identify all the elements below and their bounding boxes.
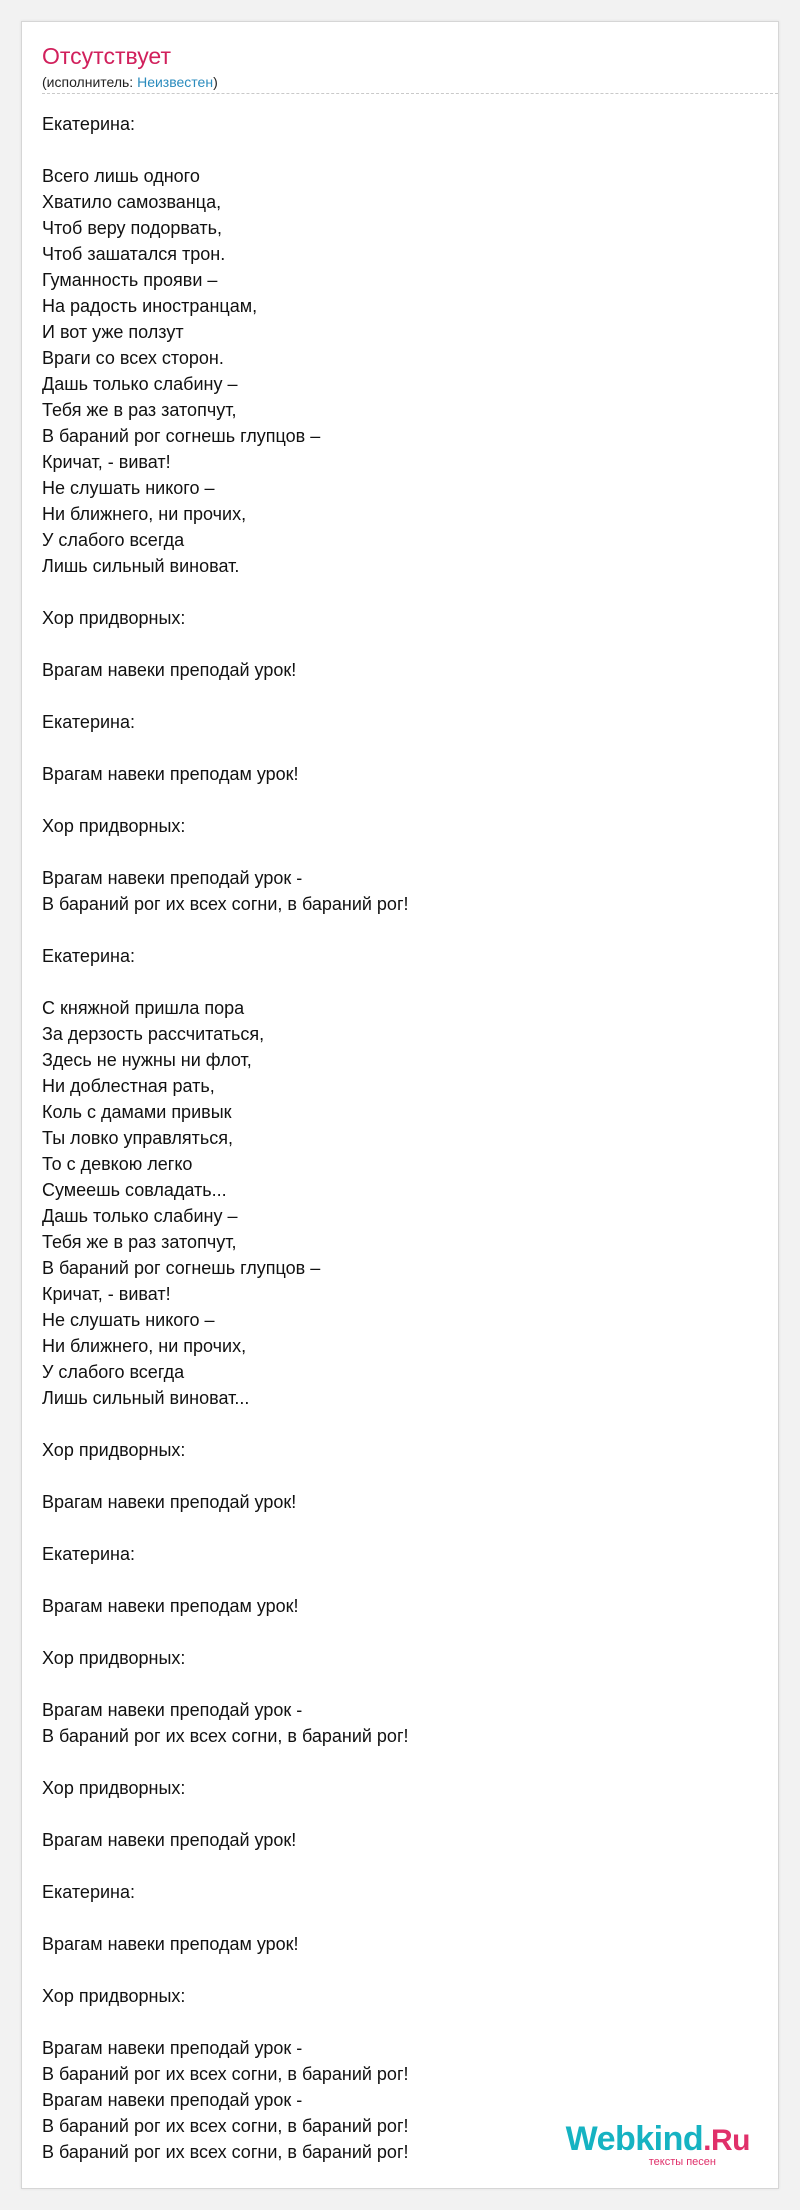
artist-suffix: ): [213, 74, 218, 90]
song-title: Отсутствует: [42, 43, 171, 69]
lyrics-card: [21, 21, 779, 2189]
artist-prefix: (исполнитель:: [42, 74, 138, 90]
logo-web: Web: [565, 2120, 636, 2158]
logo-kind: kind: [635, 2120, 704, 2158]
lyrics-text: Екатерина: Всего лишь одного Хватило самозванца, Чтоб веру подорвать, Чтоб зашатался трон. Гуманность прояви – На радость иностранцам, И вот уже ползут Враги со всех сторон. Дашь только слабину – Тебя же в раз затопчут, В бараний рог согнешь глупцов – Кричат, - виват! Не слушать никого – Ни ближнего, ни прочих, У слабого всегда Лишь сильный виноват. Хор придворных: Врагам навеки преподай урок! Екатерина: Врагам навеки преподам урок! Хор придворных: Врагам навеки преподай урок - В бараний рог их всех согни, в бараний рог! Екатерина: С княжной пришла пора За дерзость рассчитаться, Здесь не нужны ни флот, Ни доблестная рать, Коль с дамами привык Ты ловко управляться, То с девкою легко Сумеешь совладать... Дашь только слабину – Тебя же в раз затопчут, В бараний рог согнешь глупцов – Кричат, - виват! Не слушать никого – Ни ближнего, ни прочих, У слабого всегда Лишь сильный виноват... Хор придворных: Врагам навеки преподай урок! Екатерина: Врагам навеки преподам урок! Хор придворных: Врагам навеки преподай урок - В бараний рог их всех согни, в бараний рог! Хор придворных: Врагам навеки преподай урок! Екатерина: Врагам навеки преподам урок! Хор придворных: Врагам навеки преподай урок - В бараний рог их всех согни, в бараний рог! Врагам навеки преподай урок - В бараний рог их всех согни, в бараний рог! В бараний рог их всех согни, в бараний рог!: [42, 114, 409, 2162]
artist-line: [42, 73, 218, 91]
logo-wordmark: [566, 2122, 750, 2156]
webkind-logo[interactable]: [566, 2122, 750, 2168]
logo-ru: .Ru: [703, 2124, 750, 2157]
title-divider: [42, 93, 778, 94]
logo-tagline: тексты песен: [648, 2156, 716, 2168]
artist-link[interactable]: Неизвестен: [137, 74, 214, 90]
